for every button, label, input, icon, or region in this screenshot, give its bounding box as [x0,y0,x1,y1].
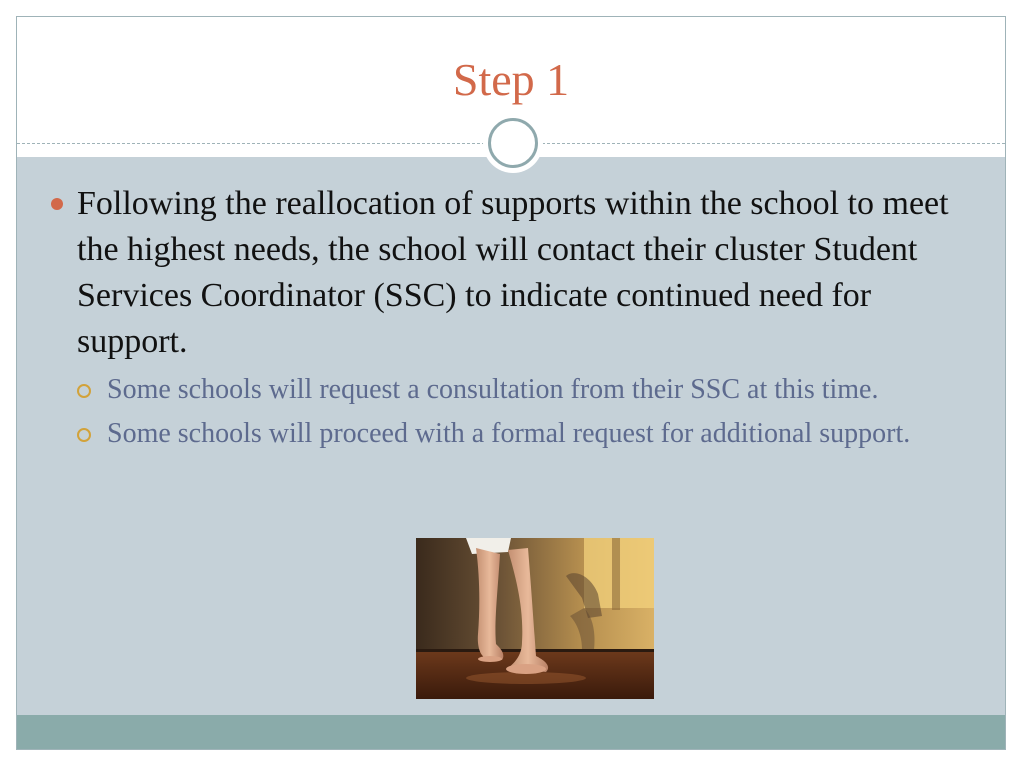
bullet-text: Following the reallocation of supports within the school to meet the highest needs, the school will contact their cluster Student Services Coordinator (SSC) to indicate continued need for support. [77,185,949,360]
sub-bullet-list [77,371,981,453]
toddler-feet-illustration [416,538,654,699]
hollow-circle-bullet-icon [77,428,91,442]
bullet-list [51,181,981,453]
toddler-feet-photo [416,538,654,699]
sub-bullet-text: Some schools will request a consultation from their SSC at this time. [107,374,879,405]
sub-bullet-text: Some schools will proceed with a formal request for additional support. [107,418,911,449]
sub-bullet-item [77,415,981,453]
slide-title: Step 1 [452,54,570,105]
sub-bullet-item [77,371,981,409]
hollow-circle-bullet-icon [77,384,91,398]
decorative-circle-icon [483,113,543,173]
bullet-item [51,181,981,453]
bullet-dot-icon [51,198,63,210]
decorative-circle-ring [488,118,538,168]
slide [16,16,1006,750]
footer-bar [17,715,1005,750]
